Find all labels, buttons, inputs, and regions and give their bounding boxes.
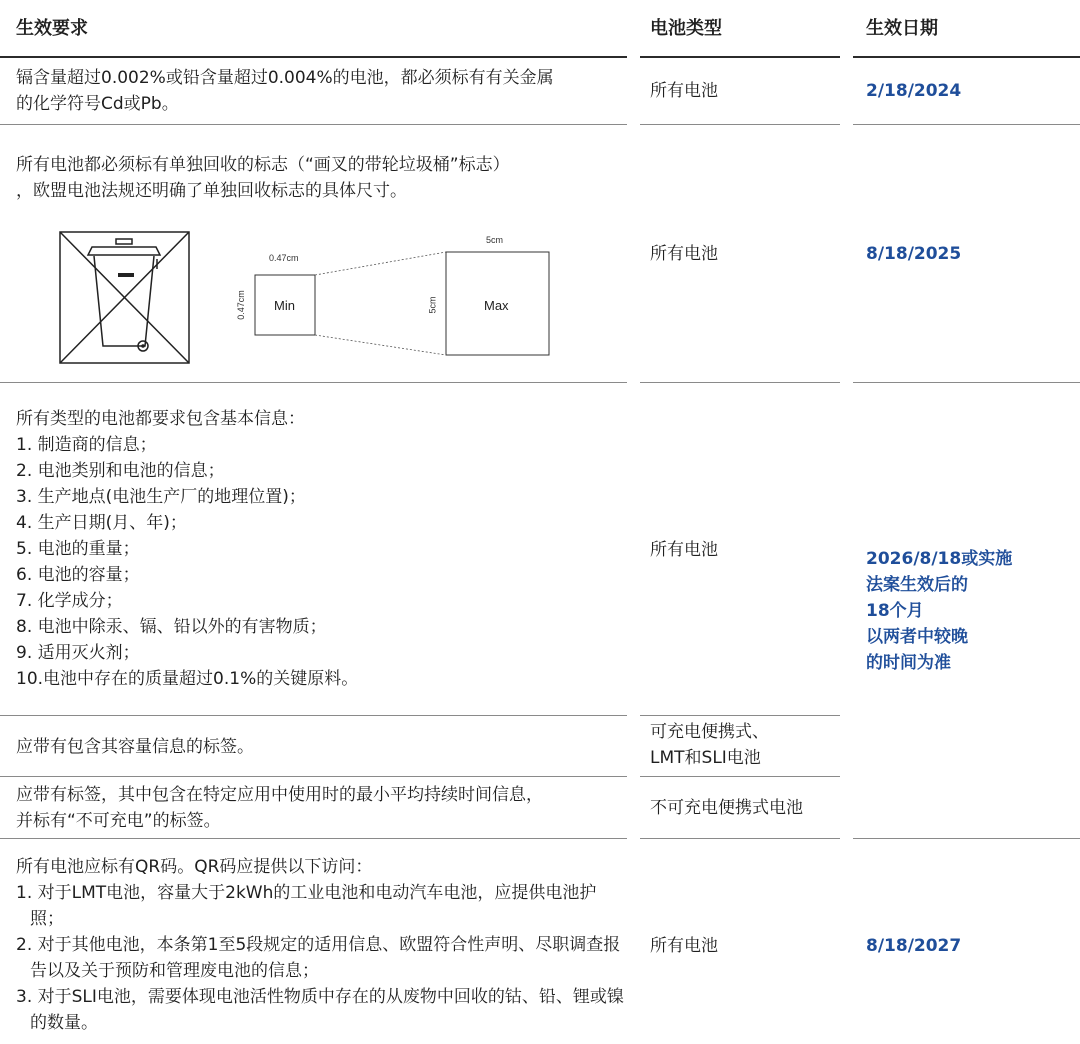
list-item: 10.电池中存在的质量超过0.1%的关键原料。: [16, 669, 359, 689]
max-height-label: 5cm: [427, 296, 438, 314]
battery-type: 所有电池: [650, 540, 718, 560]
list-item: 8. 电池中除汞、镉、铅以外的有害物质；: [16, 617, 327, 637]
requirement-text: 所有电池应标有QR码。QR码应提供以下访问： 1. 对于LMT电池，容量大于2kWh的工业电池和电动汽车电池，应提供电池护照； 2. 对于其他电池，本条第1至5段规定的适用信息、欧盟符合性声明、尽职调查报告以及关于预防和管理废电池的信息； 3. 对于SLI电池，需要体现电池活性物质中存在的从废物中回收的钴、铅、锂或镍的数量。: [16, 854, 626, 1036]
header-battery-type: 电池类型: [650, 18, 722, 39]
row-divider: [853, 382, 1080, 383]
effective-date: 8/18/2025: [866, 244, 962, 264]
list-item: 3. 生产地点(电池生产厂的地理位置)；: [16, 487, 306, 507]
row-divider: [640, 124, 840, 125]
battery-type: 所有电池: [650, 936, 718, 956]
requirement-text: 应带有包含其容量信息的标签。: [16, 737, 254, 757]
max-box-label: Max: [484, 298, 509, 313]
requirement-text: 所有电池都必须标有单独回收的标志（“画叉的带轮垃圾桶”标志） ，欧盟电池法规还明确了单独回收标志的具体尺寸。: [16, 155, 510, 201]
row-divider: [853, 124, 1080, 125]
requirement-text: 所有类型的电池都要求包含基本信息： 1. 制造商的信息； 2. 电池类别和电池的信息； 3. 生产地点(电池生产厂的地理位置)； 4. 生产日期(月、年)； 5. 电池的重量； 6. 电池的容量； 7. 化学成分； 8. 电池中除汞、镉、铅以外的有害物质； 9. 适用灭火剂； 10.电池中存在的质量超过0.1%的关键原料。: [16, 406, 626, 692]
header-divider: [640, 56, 840, 58]
battery-type: 所有电池: [650, 244, 718, 264]
min-width-label: 0.47cm: [269, 253, 299, 263]
row-divider: [640, 382, 840, 383]
header-requirement: 生效要求: [16, 18, 88, 39]
list-item: 7. 化学成分；: [16, 591, 123, 611]
requirement-text: 应带有标签，其中包含在特定应用中使用时的最小平均持续时间信息， 并标有“不可充电”的标签。: [16, 785, 543, 831]
battery-type: 所有电池: [650, 81, 718, 101]
row-divider: [0, 715, 627, 716]
row-divider: [640, 838, 840, 839]
min-height-label: 0.47cm: [235, 290, 246, 320]
list-item: 2. 电池类别和电池的信息；: [16, 461, 225, 481]
effective-date: 2/18/2024: [866, 81, 962, 101]
row-divider: [640, 776, 840, 777]
list-item: 6. 电池的容量；: [16, 565, 140, 585]
list-item: 2. 对于其他电池，本条第1至5段规定的适用信息、欧盟符合性声明、尽职调查报告以及关于预防和管理废电池的信息；: [16, 935, 621, 981]
row-divider: [640, 715, 840, 716]
row-divider: [0, 124, 627, 125]
size-diagram: [240, 230, 560, 360]
battery-type: 可充电便携式、 LMT和SLI电池: [650, 722, 769, 768]
list-item: 3. 对于SLI电池，需要体现电池活性物质中存在的从废物中回收的钴、铅、锂或镍的数量。: [16, 987, 624, 1033]
list-item: 5. 电池的重量；: [16, 539, 140, 559]
header-divider: [0, 56, 627, 58]
merged-effective-date: 2026/8/18或实施 法案生效后的 18个月 以两者中较晚 的时间为准: [866, 549, 1013, 673]
battery-type: 不可充电便携式电池: [650, 798, 803, 818]
header-divider: [853, 56, 1080, 58]
max-width-label: 5cm: [486, 235, 504, 245]
row-divider: [0, 382, 627, 383]
effective-date: 8/18/2027: [866, 936, 962, 956]
row-divider: [0, 776, 627, 777]
min-box-label: Min: [274, 298, 295, 313]
row-divider: [853, 838, 1080, 839]
crossed-out-wheeled-bin-icon: [59, 231, 190, 364]
list-item: 1. 对于LMT电池，容量大于2kWh的工业电池和电动汽车电池，应提供电池护照；: [16, 883, 597, 929]
header-effective-date: 生效日期: [866, 18, 938, 39]
requirement-text: 镉含量超过0.002%或铅含量超过0.004%的电池，都必须标有有关金属 的化学符号Cd或Pb。: [16, 68, 554, 114]
list-item: 9. 适用灭火剂；: [16, 643, 140, 663]
list-item: 4. 生产日期(月、年)；: [16, 513, 187, 533]
list-item: 1. 制造商的信息；: [16, 435, 157, 455]
row-divider: [0, 838, 627, 839]
